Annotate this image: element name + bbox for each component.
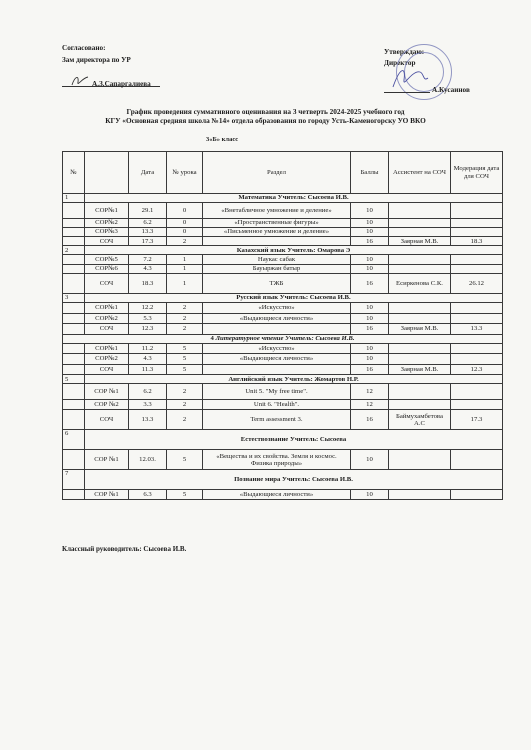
section-cell: [203, 364, 351, 375]
subject-row: [63, 470, 503, 490]
moderation-cell: 17.3: [451, 410, 503, 430]
score-cell: 16: [351, 237, 389, 246]
subject-number: 7: [63, 470, 85, 490]
date-cell: 11.3: [129, 364, 167, 375]
work-cell: СОР№1: [85, 343, 129, 354]
lesson-cell: 0: [167, 227, 203, 236]
subject-title: Математика Учитель: Сысоева И.В.: [85, 194, 503, 203]
director-name: А.Кусаинов: [432, 86, 470, 94]
moderation-cell: 13.3: [451, 324, 503, 335]
subject-title: [85, 470, 503, 490]
document-title-line1: График проведения суммативного оценивания на 3 четверть 2024-2025 учебного год: [126, 107, 405, 116]
work-cell: СОР№3: [85, 227, 129, 236]
subject-number: 3: [63, 293, 85, 302]
score-cell: 16: [351, 273, 389, 293]
section-cell: «Вещества и их свойства. Земля и космос. Физика природы»: [203, 450, 351, 470]
table-row: [63, 410, 503, 430]
work-cell: СОЧ: [85, 237, 129, 246]
work-cell: СОР №1: [85, 450, 129, 470]
subject-row: [63, 375, 503, 384]
lesson-cell: 2: [167, 313, 203, 324]
subject-title: Русский язык Учитель: Сысоева И.В.: [85, 293, 503, 302]
moderation-cell: 18.3: [451, 237, 503, 246]
section-cell: «Выдающиеся личности»: [203, 490, 351, 499]
work-cell: СОР №1: [85, 384, 129, 400]
moderation-cell: [451, 450, 503, 470]
lesson-cell: 1: [167, 264, 203, 273]
date-cell: 12.03.: [129, 450, 167, 470]
section-cell: «Письменное умножение и деление»: [203, 227, 351, 236]
lesson-cell: 2: [167, 399, 203, 410]
date-cell: 6.2: [129, 218, 167, 227]
moderation-cell: [451, 343, 503, 354]
date-cell: 18.3: [129, 273, 167, 293]
date-cell: 3.3: [129, 399, 167, 410]
date-cell: 6.2: [129, 384, 167, 400]
assistant-cell: [389, 227, 451, 236]
moderation-cell: 26.12: [451, 273, 503, 293]
assistant-cell: [389, 218, 451, 227]
section-cell: Unit 6. "Health".: [203, 399, 351, 410]
subject-number: 4: [210, 334, 214, 342]
work-cell: СОЧ: [85, 364, 129, 375]
score-cell: 10: [351, 203, 389, 219]
section-cell: Term assessment 3.: [203, 410, 351, 430]
section-cell: Бауыржан батыр: [203, 264, 351, 273]
col-lesson: № урока: [167, 152, 203, 194]
date-cell: 17.3: [129, 237, 167, 246]
score-cell: 16: [351, 324, 389, 335]
assistant-cell: [389, 255, 451, 264]
lesson-cell: 5: [167, 354, 203, 365]
lesson-cell: 2: [167, 303, 203, 314]
section-cell: «Пространственные фигуры»: [203, 218, 351, 227]
score-cell: 10: [351, 303, 389, 314]
table-row: [63, 227, 503, 236]
subject-title: [85, 430, 503, 450]
lesson-cell: 2: [167, 324, 203, 335]
assistant-cell: [389, 303, 451, 314]
work-cell: СОЧ: [85, 273, 129, 293]
moderation-cell: [451, 384, 503, 400]
date-cell: 12.2: [129, 303, 167, 314]
table-row: [63, 255, 503, 264]
moderation-cell: 12.3: [451, 364, 503, 375]
assistant-cell: Баймухамбетова А.С: [389, 410, 451, 430]
date-cell: 13.3: [129, 410, 167, 430]
assistant-cell: Заярная М.В.: [389, 324, 451, 335]
score-cell: 10: [351, 313, 389, 324]
section-cell: «Искусство»: [203, 343, 351, 354]
subject-title-text: Познание мира Учитель: Сысоева И.В.: [234, 476, 353, 484]
subject-title: [63, 334, 503, 343]
work-cell: СОЧ: [85, 324, 129, 335]
work-cell: СОР№2: [85, 218, 129, 227]
table-row: [63, 218, 503, 227]
document-title-line2: КГУ «Основная средняя школа №14» отдела образования по городу Усть-Каменогорску УО ВКО: [105, 116, 426, 125]
director-title: Директор: [384, 59, 416, 67]
moderation-cell: [451, 490, 503, 499]
date-cell: 12.3: [129, 324, 167, 335]
table-row: [63, 354, 503, 365]
moderation-cell: [451, 203, 503, 219]
date-cell: 6.3: [129, 490, 167, 499]
assistant-cell: Есиркенова С.К.: [389, 273, 451, 293]
subject-title-text: Естествознание Учитель: Сысоева: [240, 436, 347, 444]
table-row: [63, 273, 503, 293]
date-cell: 11.2: [129, 343, 167, 354]
assistant-cell: [389, 313, 451, 324]
table-row: [63, 313, 503, 324]
table-row: [63, 384, 503, 400]
assistant-cell: [389, 343, 451, 354]
class-teacher-footer: Классный руководитель: Сысоева И.В.: [62, 545, 187, 553]
section-cell: «Выдающиеся личности»: [203, 313, 351, 324]
score-cell: 10: [351, 255, 389, 264]
section-cell: [203, 237, 351, 246]
assistant-cell: Заярная М.В.: [389, 237, 451, 246]
moderation-cell: [451, 313, 503, 324]
assistant-cell: [389, 264, 451, 273]
lesson-cell: 2: [167, 384, 203, 400]
work-cell: СОР№2: [85, 313, 129, 324]
subject-number: 1: [63, 194, 85, 203]
lesson-cell: 0: [167, 203, 203, 219]
deputy-signature: [70, 74, 90, 88]
work-cell: СОР№1: [85, 203, 129, 219]
subject-title: Английский язык Учитель: Жомартов Н.Р.: [85, 375, 503, 384]
date-cell: 4.3: [129, 354, 167, 365]
score-cell: 10: [351, 490, 389, 499]
table-row: [63, 264, 503, 273]
section-cell: Наукас сабак: [203, 255, 351, 264]
assistant-cell: [389, 450, 451, 470]
table-header-row: [63, 152, 503, 194]
date-cell: 13.3: [129, 227, 167, 236]
work-cell: СОР№1: [85, 303, 129, 314]
table-row: [63, 490, 503, 499]
section-cell: «Искусство»: [203, 303, 351, 314]
score-cell: 10: [351, 218, 389, 227]
subject-number: 2: [63, 246, 85, 255]
score-cell: 16: [351, 364, 389, 375]
section-cell: [203, 324, 351, 335]
score-cell: 10: [351, 227, 389, 236]
section-cell: «Выдающиеся личности»: [203, 354, 351, 365]
work-cell: СОР№5: [85, 255, 129, 264]
score-cell: 10: [351, 450, 389, 470]
date-cell: 5.3: [129, 313, 167, 324]
moderation-cell: [451, 354, 503, 365]
section-cell: ТЖБ: [203, 273, 351, 293]
lesson-cell: 5: [167, 490, 203, 499]
score-cell: 16: [351, 410, 389, 430]
work-cell: СОР№2: [85, 354, 129, 365]
lesson-cell: 0: [167, 218, 203, 227]
work-cell: СОЧ: [85, 410, 129, 430]
assistant-cell: [389, 384, 451, 400]
col-date: Дата: [129, 152, 167, 194]
lesson-cell: 2: [167, 237, 203, 246]
table-row: [63, 364, 503, 375]
lesson-cell: 5: [167, 364, 203, 375]
agreed-label: Согласовано:: [62, 44, 106, 52]
subject-row: [63, 293, 503, 302]
score-cell: 10: [351, 343, 389, 354]
subject-row: [63, 246, 503, 255]
subject-row: [63, 334, 503, 343]
col-section: Раздел: [203, 152, 351, 194]
work-cell: СОР №2: [85, 399, 129, 410]
moderation-cell: [451, 264, 503, 273]
col-num: №: [63, 152, 85, 194]
work-cell: СОР №1: [85, 490, 129, 499]
assistant-cell: [389, 354, 451, 365]
assistant-cell: Заярная М.В.: [389, 364, 451, 375]
assistant-cell: [389, 490, 451, 499]
score-cell: 10: [351, 354, 389, 365]
subject-row: [63, 430, 503, 450]
table-row: [63, 203, 503, 219]
deputy-name: А.З.Сапаргалиева: [92, 80, 151, 88]
date-cell: 4.3: [129, 264, 167, 273]
deputy-title: Зам директора по УР: [62, 56, 131, 64]
subject-title-text: Литературное чтение Учитель: Сысоева И.В.: [215, 334, 355, 342]
table-row: [63, 303, 503, 314]
score-cell: 12: [351, 399, 389, 410]
lesson-cell: 1: [167, 273, 203, 293]
score-cell: 10: [351, 264, 389, 273]
subject-number: 6: [63, 430, 85, 450]
col-work: [85, 152, 129, 194]
moderation-cell: [451, 227, 503, 236]
subject-number: 5: [63, 375, 85, 384]
subject-row: [63, 194, 503, 203]
work-cell: СОР№6: [85, 264, 129, 273]
assessment-schedule-table: [62, 151, 503, 500]
section-cell: Unit 5. "My free time".: [203, 384, 351, 400]
class-label: 3«Б» класс: [206, 136, 239, 143]
col-score: Баллы: [351, 152, 389, 194]
date-cell: 7.2: [129, 255, 167, 264]
lesson-cell: 5: [167, 450, 203, 470]
director-signature: [390, 62, 430, 92]
score-cell: 12: [351, 384, 389, 400]
col-assistant: Ассистент на СОЧ: [389, 152, 451, 194]
subject-title: Казахский язык Учитель: Омарова Э: [85, 246, 503, 255]
assistant-cell: [389, 203, 451, 219]
director-signature-line: [384, 92, 430, 93]
table-row: [63, 324, 503, 335]
section-cell: «Внетабличное умножение и деление»: [203, 203, 351, 219]
lesson-cell: 5: [167, 343, 203, 354]
table-row: [63, 237, 503, 246]
moderation-cell: [451, 255, 503, 264]
moderation-cell: [451, 218, 503, 227]
col-moderation: Модерация дата для СОЧ: [451, 152, 503, 194]
moderation-cell: [451, 303, 503, 314]
table-row: [63, 399, 503, 410]
assistant-cell: [389, 399, 451, 410]
date-cell: 29.1: [129, 203, 167, 219]
moderation-cell: [451, 399, 503, 410]
table-row: [63, 450, 503, 470]
lesson-cell: 2: [167, 410, 203, 430]
lesson-cell: 1: [167, 255, 203, 264]
table-row: [63, 343, 503, 354]
approved-label: Утверждаю:: [384, 48, 425, 56]
